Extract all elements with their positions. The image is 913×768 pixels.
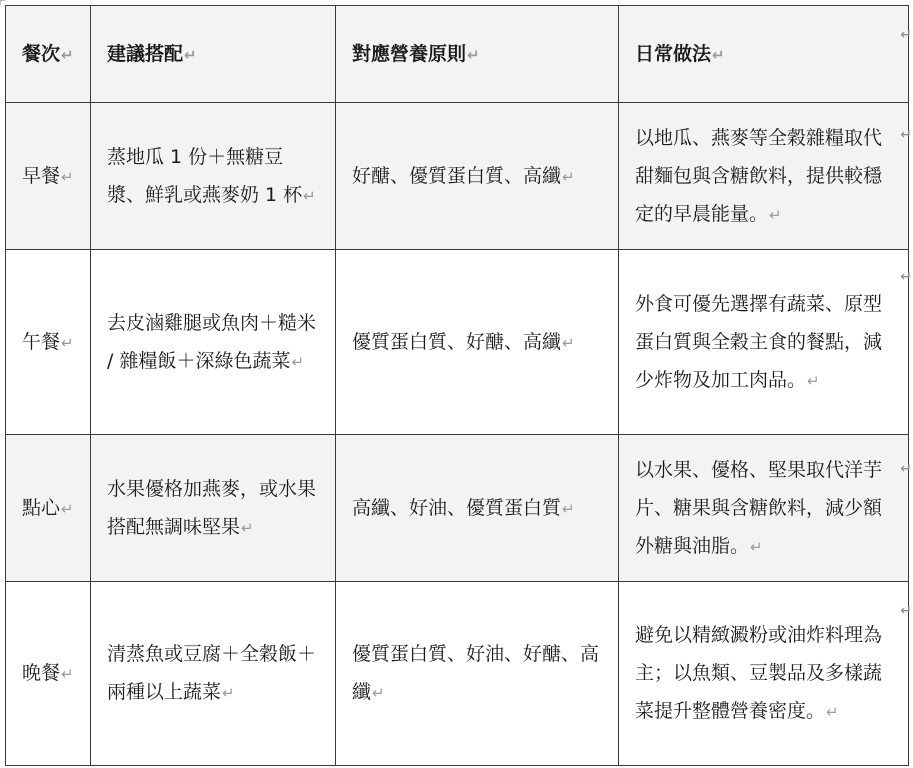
cell-combo[interactable] (91, 582, 336, 766)
table-row (6, 250, 909, 435)
cell-practice[interactable] (619, 435, 909, 582)
cell-meal[interactable] (6, 103, 91, 250)
header-label-meal: 餐次 (22, 42, 61, 65)
header-cell-practice[interactable] (619, 6, 909, 103)
meal-plan-table (5, 5, 909, 766)
header-label-practice: 日常做法 (635, 42, 712, 65)
cell-meal[interactable] (6, 250, 91, 435)
principle-text: 好醣、優質蛋白質、高纖 (352, 164, 562, 187)
header-cell-combo[interactable] (91, 6, 336, 103)
end-of-row-mark: ↵ (900, 461, 912, 477)
meal-label: 點心 (22, 496, 61, 519)
paragraph-mark: ↵ (241, 518, 254, 537)
practice-text: 避免以精緻澱粉或油炸料理為主；以魚類、豆製品及多樣蔬菜提升整體營養密度。 (635, 624, 883, 722)
cell-principle[interactable] (336, 435, 619, 582)
paragraph-mark: ↵ (61, 45, 74, 64)
combo-text: 蒸地瓜 1 份＋無糖豆漿、鮮乳或燕麥奶 1 杯 (107, 145, 303, 206)
header-label-combo: 建議搭配 (107, 42, 184, 65)
table-header-row (6, 6, 909, 103)
meal-label: 晚餐 (22, 662, 61, 684)
table-row (6, 435, 909, 582)
combo-text: 水果優格加燕麥，或水果搭配無調味堅果 (107, 477, 317, 538)
practice-text: 外食可優先選擇有蔬菜、原型蛋白質與全穀主食的餐點，減少炸物及加工肉品。 (635, 292, 883, 391)
cell-combo[interactable] (91, 435, 336, 582)
paragraph-mark: ↵ (372, 684, 385, 702)
paragraph-mark: ↵ (562, 167, 575, 186)
header-cell-meal[interactable] (6, 6, 91, 103)
paragraph-mark: ↵ (467, 45, 480, 64)
header-label-principle: 對應營養原則 (352, 42, 467, 65)
cell-practice[interactable] (619, 103, 909, 250)
meal-label: 午餐 (22, 330, 61, 353)
paragraph-mark: ↵ (291, 352, 305, 371)
cell-practice[interactable] (619, 582, 909, 766)
paragraph-mark: ↵ (222, 684, 235, 702)
paragraph-mark: ↵ (184, 45, 197, 64)
paragraph-mark: ↵ (562, 333, 575, 352)
paragraph-mark: ↵ (826, 703, 839, 721)
practice-text: 以地瓜、燕麥等全穀雜糧取代甜麵包與含糖飲料，提供較穩定的早晨能量。 (635, 126, 883, 225)
cell-meal[interactable] (6, 582, 91, 766)
paragraph-mark: ↵ (61, 499, 74, 518)
cell-principle[interactable] (336, 582, 619, 766)
paragraph-mark: ↵ (769, 205, 782, 224)
end-of-row-mark: ↵ (900, 269, 912, 285)
cell-combo[interactable] (91, 103, 336, 250)
principle-text: 高纖、好油、優質蛋白質 (352, 496, 562, 519)
paragraph-mark: ↵ (61, 665, 74, 683)
practice-text: 以水果、優格、堅果取代洋芋片、糖果與含糖飲料，減少額外糖與油脂。 (635, 458, 883, 557)
cell-combo[interactable] (91, 250, 336, 435)
end-of-row-mark: ↵ (900, 603, 912, 619)
end-of-row-mark: ↵ (900, 127, 912, 143)
cell-principle[interactable] (336, 250, 619, 435)
cell-meal[interactable] (6, 435, 91, 582)
end-of-row-mark: ↵ (900, 27, 912, 43)
paragraph-mark: ↵ (562, 499, 575, 518)
table-row (6, 582, 909, 766)
principle-text: 優質蛋白質、好醣、高纖 (352, 330, 562, 353)
combo-text: 去皮滷雞腿或魚肉＋糙米 / 雜糧飯＋深綠色蔬菜 (107, 311, 317, 372)
paragraph-mark: ↵ (303, 186, 316, 205)
principle-text: 優質蛋白質、好油、好醣、高纖 (352, 643, 600, 703)
header-cell-principle[interactable] (336, 6, 619, 103)
table-row (6, 103, 909, 250)
cell-principle[interactable] (336, 103, 619, 250)
paragraph-mark: ↵ (807, 371, 820, 390)
cell-practice[interactable] (619, 250, 909, 435)
paragraph-mark: ↵ (750, 537, 763, 556)
paragraph-mark: ↵ (712, 45, 725, 64)
combo-text: 清蒸魚或豆腐＋全穀飯＋兩種以上蔬菜 (107, 643, 317, 703)
paragraph-mark: ↵ (61, 333, 74, 352)
paragraph-mark: ↵ (61, 167, 74, 186)
meal-label: 早餐 (22, 164, 61, 187)
